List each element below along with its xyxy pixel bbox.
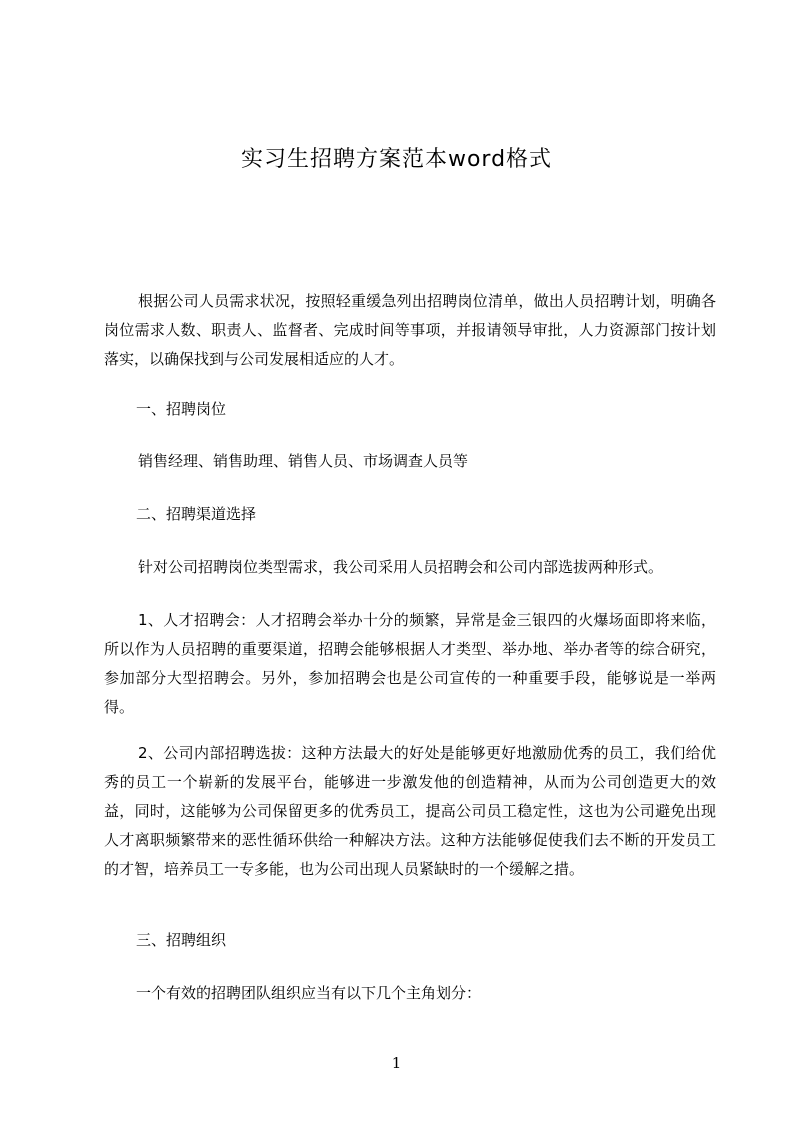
- document-title: 实习生招聘方案范本word格式: [240, 147, 553, 172]
- organization-paragraph: 一个有效的招聘团队组织应当有以下几个主角划分：: [136, 984, 482, 1002]
- section-heading-channels: 二、招聘渠道选择: [136, 505, 257, 523]
- section-heading-positions: 一、招聘岗位: [136, 400, 227, 418]
- intro-paragraph: 根据公司人员需求状况，按照轻重缓急列出招聘岗位清单，做出人员招聘计划，明确各岗位需求人数、职责人、监督者、完成时间等事项，并报请领导审批，人力资源部门按计划落实，以确保找到与公司发展相适应的人才。: [104, 292, 716, 368]
- page-number: 1: [391, 1054, 402, 1072]
- section-heading-organization: 三、招聘组织: [136, 931, 227, 949]
- positions-paragraph: 销售经理、销售助理、销售人员、市场调查人员等: [138, 452, 469, 470]
- channels-intro-paragraph: 针对公司招聘岗位类型需求，我公司采用人员招聘会和公司内部选拔两种形式。: [138, 558, 664, 576]
- job-fair-paragraph: 1、人才招聘会：人才招聘会举办十分的频繁，异常是金三银四的火爆场面即将来临，所以作为人员招聘的重要渠道，招聘会能够根据人才类型、举办地、举办者等的综合研究，参加部分大型招聘会。另外，参加招聘会也是公司宣传的一种重要手段，能够说是一举两得。: [104, 611, 716, 716]
- internal-selection-paragraph: 2、公司内部招聘选拔：这种方法最大的好处是能够更好地激励优秀的员工，我们给优秀的员工一个崭新的发展平台，能够进一步激发他的创造精神，从而为公司创造更大的效益，同时，这能够为公司保留更多的优秀员工，提高公司员工稳定性，这也为公司避免出现人才离职频繁带来的恶性循环供给一种解决方法。这种方法能够促使我们去不断的开发员工的才智，培养员工一专多能，也为公司出现人员紧缺时的一个缓解之措。: [104, 744, 716, 878]
